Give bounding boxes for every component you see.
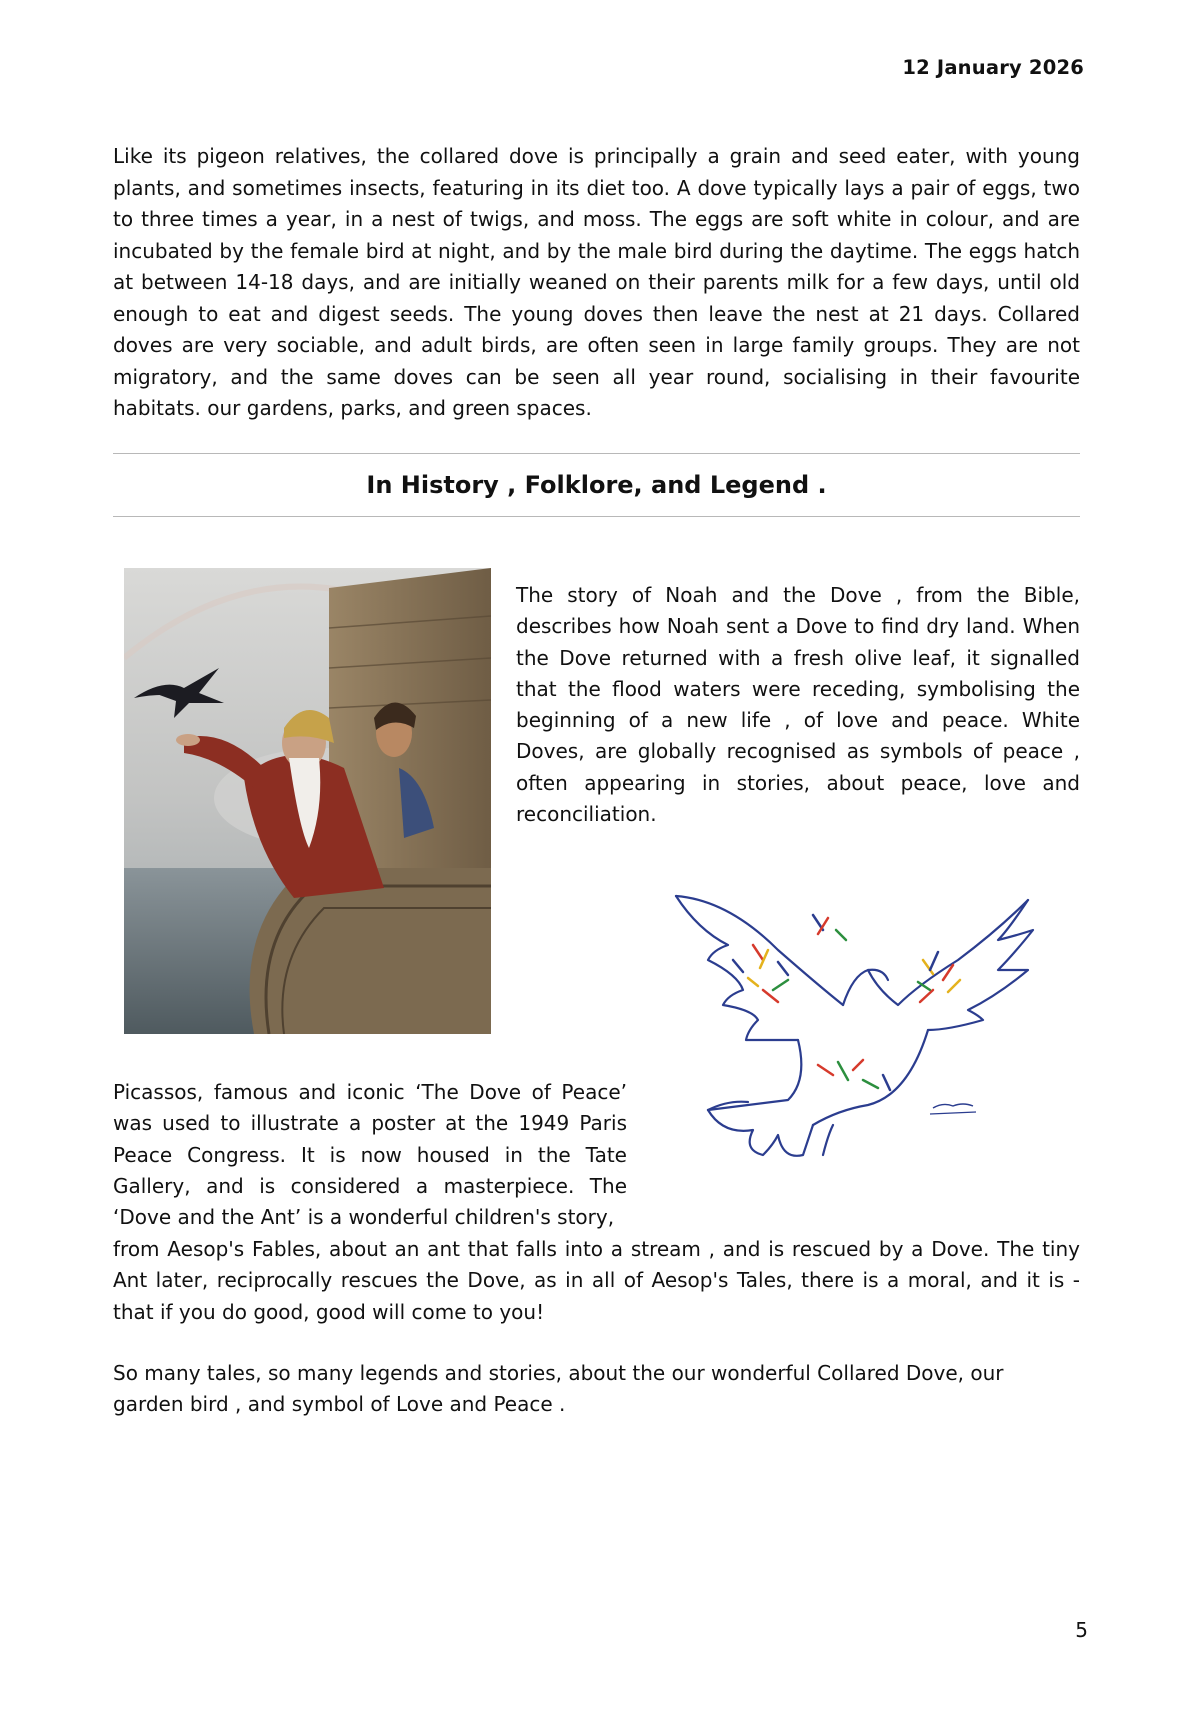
page-number: 5 — [1075, 1618, 1088, 1642]
page-date: 12 January 2026 — [902, 56, 1084, 79]
aesop-paragraph: from Aesop's Fables, about an ant that falls into a stream , and is rescued by a Dove. The tiny Ant later, reciprocally rescues the Dove, as in all of Aesop's Tales, there is a moral, and it is - that if you do good, good will come to you! — [113, 1237, 1080, 1324]
intro-paragraph: Like its pigeon relatives, the collared dove is principally a grain and seed eater, with young plants, and sometimes insects, featuring in its diet too. A dove typically lays a pair of eggs, two to three times a year, in a nest of twigs, and moss. The eggs are soft white in colour, and are incubated by the female bird at night, and by the male bird during the daytime. The eggs hatch at between 14-18 days, and are initially weaned on their parents milk for a few days, until old enough to eat and digest seeds. The young doves then leave the nest at 21 days. Collared doves are very sociable, and adult birds, are often seen in large family groups. They are not migratory, and the same doves can be seen all year round, socialising in their favourite habitats. our gardens, parks, and green spaces. — [113, 144, 1080, 420]
closing-paragraph: So many tales, so many legends and stories, about the our wonderful Collared Dove, our garden bird , and symbol of Love and Peace . — [113, 1361, 1004, 1417]
noah-paragraph: The story of Noah and the Dove , from the Bible, describes how Noah sent a Dove to find dry land. When the Dove returned with a fresh olive leaf, it signalled that the flood waters were receding, symbolising the beginning of a new life , of love and peace. White Doves, are globally recognised as symbols of peace , often appearing in stories, about peace, love and reconciliation. — [516, 583, 1080, 827]
picasso-dove-drawing — [668, 890, 1068, 1180]
noah-dove-painting — [124, 568, 491, 1034]
divider-bottom — [113, 516, 1080, 517]
picasso-paragraph: Picassos, famous and iconic ‘The Dove of Peace’ was used to illustrate a poster at the 1949 Paris Peace Congress. It is now housed in the Tate Gallery, and is considered a masterpiece. The ‘Dove and the Ant’ is a wonderful children's story, — [113, 1080, 627, 1230]
divider-top — [113, 453, 1080, 454]
section-heading: In History , Folklore, and Legend . — [366, 471, 827, 499]
